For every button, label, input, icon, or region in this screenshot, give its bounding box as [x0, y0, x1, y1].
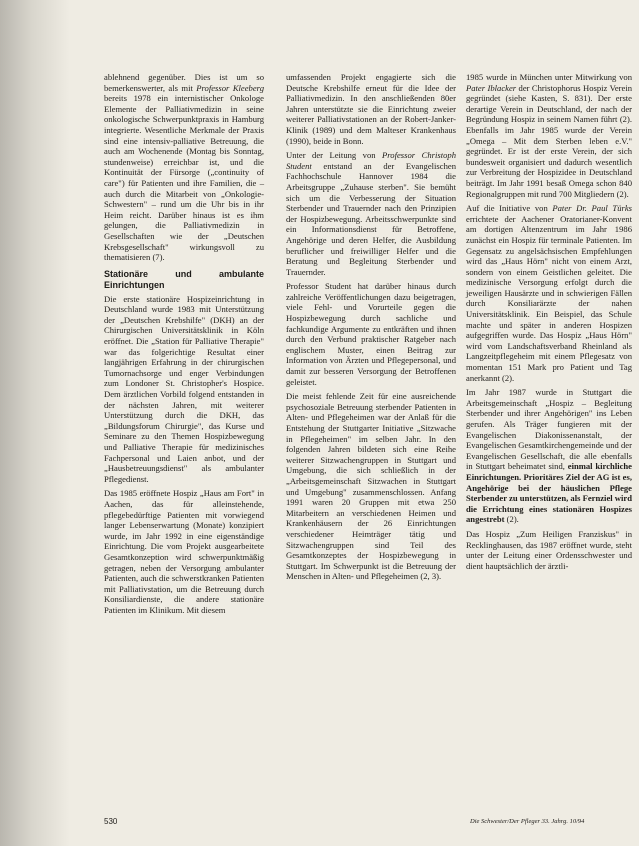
text-column-1 — [104, 72, 264, 620]
scan-binding-shadow — [0, 0, 70, 846]
paragraph: ablehnend gegenüber. Dies ist um so bemerkenswerter, als mit Professor Kleeberg bereits 1978 ein internistischer Onkologe Elemente der Palliativmedizin in seine onkologische Schwerpunktpraxis in Hamburg integrierte. Wesentliche Merkmale der Praxis sind eine intensiv-palliative Betreuung, die auch am Wochenende (Montag bis Sonntag, stundenweise) erreichbar ist, und die Kontinuität der Fürsorge („continuity of care") für Patienten und ihre Familien, die – auch durch die Mitarbeit von „Onkologie-Schwestern" – rund um die Uhr bis in ihr Heim reicht. Darüber hinaus ist es ihm gelungen, die Palliativmedizin in Gesellschaften wie der „Deutschen Krebsgesellschaft" wirkungsvoll zu thematisieren (7). — [104, 72, 264, 263]
running-footer: Die Schwester/Der Pfleger 33. Jahrg. 10/94 — [470, 818, 585, 825]
text-column-2 — [286, 72, 456, 586]
paragraph: Die meist fehlende Zeit für eine ausreichende psychosoziale Betreuung sterbender Patienten in Alten- und Pflegeheimen war der Anlaß für die Entstehung der Stuttgarter Initiative „Sitzwache in Pflegeheimen" im selben Jahr. In den folgenden Jahren bildeten sich eine Reihe weiterer Sitzwachengruppen in Stuttgart und Umgebung, die sich schließlich in der „Arbeitsgemeinschaft Sitzwachen in Stuttgart und Umgebung" zusammenschlossen. Anfang 1991 waren 20 Gruppen mit etwa 250 Mitarbeitern an verschiedenen Heimen und Krankenhäusern der 26 Einrichtungen verschiedener Heimträger tätig und Sitzwachengruppen sind Teil des Gesamtkonzeptes der Hospizbewegung in Stuttgart. Im Schwerpunkt ist die Betreuung der Menschen in Alten- und Pflegeheimen (2, 3). — [286, 391, 456, 582]
paragraph: 1985 wurde in München unter Mitwirkung von Pater Iblacker der Christophorus Hospiz Verein gegründet (siehe Kasten, S. 831). Der erste derartige Verein in Deutschland, der nach der Begründung Hospiz in seinem Namen führt (2). Ebenfalls im Jahr 1985 wurde der Verein „Omega – Mit dem Sterben leben e.V." gegründet. Er ist der erste Verein, der sich bundesweit organisiert und dadurch wesentlich zur Verbreitung der Hospizidee in Deutschland beiträgt. Im Jahr 1991 besaß Omega schon 840 Regionalgruppen mit rund 700 Mitgliedern (2). — [466, 72, 632, 199]
person-name: Pater Iblacker — [466, 82, 517, 93]
paragraph: Unter der Leitung von Professor Christoph Student entstand an der Evangelischen Fachhochschule Hannover 1984 die Arbeitsgruppe „Zuhause sterben". Sie bemüht sich um die Verbesserung der Situation Sterbender und Trauernder nach den Prinzipien der Hospizbewegung. Arbeitsschwerpunkte sind ein Informationsdienst für Betroffene, Angehörige und deren Helfer, die Ausbildung beruflicher und freiwilliger Helfer und die Beratung und Begleitung Sterbender und Trauernder. — [286, 150, 456, 277]
emphasis-text: einmal kirchliche Einrichtungen. Prioritäres Ziel der AG ist es, Angehörige bei der häuslichen Pflege Sterbender zu unterstützen, als Fernziel wird die Errichtung eines stationären Hospizes angestrebt — [466, 461, 632, 525]
person-name: Professor Christoph Student — [286, 150, 456, 171]
person-name: Professor Kleeberg — [196, 82, 264, 93]
paragraph: Die erste stationäre Hospizeinrichtung in Deutschland wurde 1983 mit Unterstützung der „Deutschen Krebshilfe" (DKH) an der Chirurgischen Universitätsklinik in Köln eröffnet. Die „Station für Palliative Therapie" war das folgerichtige Resultat einer langjährigen Erfahrung in der chirurgischen Tumornachsorge und enger Verbindungen zum Londoner St. Christopher's Hospice. Dem ärztlichen Vorbild folgend entstanden in der nächsten Jahren, mit weiterer Unterstützung durch die DKH, das „Bildungsforum Chirurgie", das Kurse und Seminare zu den Themen Hospizbewegung und Palliative Therapie für medizinisches Fachpersonal und Laien anbot, und der „Hausbetreuungsdienst" als ambulanter Pflegedienst. — [104, 293, 264, 484]
section-heading: Stationäre und ambulante Einrichtungen — [104, 268, 264, 290]
person-name: Pater Dr. Paul Türks — [552, 203, 632, 214]
paragraph: Im Jahr 1987 wurde in Stuttgart die Arbeitsgemeinschaft „Hospiz – Begleitung Sterbender und ihrer Angehörigen" ins Leben gerufen. Als Träger fungieren mit der Evangelischen Diakonissenanstalt, der Evangelischen Gesamtkirchengemeinde und der Evangelischen Gesellschaft, die alle ebenfalls in Stuttgart beheimatet sind, einmal kirchliche Einrichtungen. Prioritäres Ziel der AG ist es, Angehörige bei der häuslichen Pflege Sterbender zu unterstützen, als Fernziel wird die Errichtung eines stationären Hospizes angestrebt (2). — [466, 387, 632, 525]
paragraph: Das Hospiz „Zum Heiligen Franziskus" in Recklinghausen, das 1987 eröffnet wurde, steht unter der Leitung einer Ordensschwester und dient hauptsächlich der ärztli- — [466, 528, 632, 571]
page-number: 530 — [104, 817, 118, 826]
paragraph: Professor Student hat darüber hinaus durch zahlreiche Veröffentlichungen dazu beigetragen, viele Fehl- und Vorurteile gegen die Hospizbewegung durch sachliche und fachkundige Argumente zu entkräften und ihnen durch den Verbund praktischer Ratgeber nach englischem Muster, einen Beitrag zur Information von Ärzten und Pflegepersonal, und damit zur besseren Versorgung der Betroffenen geleistet. — [286, 281, 456, 387]
paragraph: Auf die Initiative von Pater Dr. Paul Türks errichtete der Aachener Oratorianer-Konvent am dortigen Altenzentrum im Jahr 1986 zunächst ein Hospiz für terminale Patienten. Im Gegensatz zu angelsächsischen Empfehlungen wird das „Haus Hörn" nicht von einem Arzt, sondern von einem Geistlichen geleitet. Die medizinische Versorgung erfolgt durch die jeweiligen Hausärzte und in schwierigen Fällen durch Konsiliarärzte der nahen Universitätsklinik. Ein Beispiel, das Schule machte und später in anderen Hospizen aufgegriffen wurde. Das Hospiz „Haus Hörn" wird vom Landschaftsverband Rheinland als Langzeitpflegeheim mit einem Pflegesatz von momentan 151 Mark pro Patient und Tag anerkannt (2). — [466, 203, 632, 383]
paragraph: Das 1985 eröffnete Hospiz „Haus am Fort" in Aachen, das für alleinstehende, pflegebedürftige Patienten mit vorwiegend langer Lebenserwartung (Monate) konzipiert wurde, im Jahr 1992 in eine eigenständige Einrichtung. Die vom Projekt ausgearbeitete Gesamtkonzeption wird schwerpunktmäßig getragen, neben der Versorgung ambulanter Patienten, auch die schwerstkranken Patienten mit Palliativstation, um die Betreuung durch Konsiliardienste, die andere stationäre Patienten im Klinikum. Mit diesem — [104, 488, 264, 615]
text-column-3 — [466, 72, 632, 575]
paragraph: umfassenden Projekt engagierte sich die Deutsche Krebshilfe erneut für die Idee der Palliativmedizin. In den anschließenden 80er Jahren unterstützte sie die Einrichtung zweier weiterer Palliativstationen an der Robert-Janker-Klinik (1989) und dem Malteser Krankenhaus (1990), beide in Bonn. — [286, 72, 456, 146]
